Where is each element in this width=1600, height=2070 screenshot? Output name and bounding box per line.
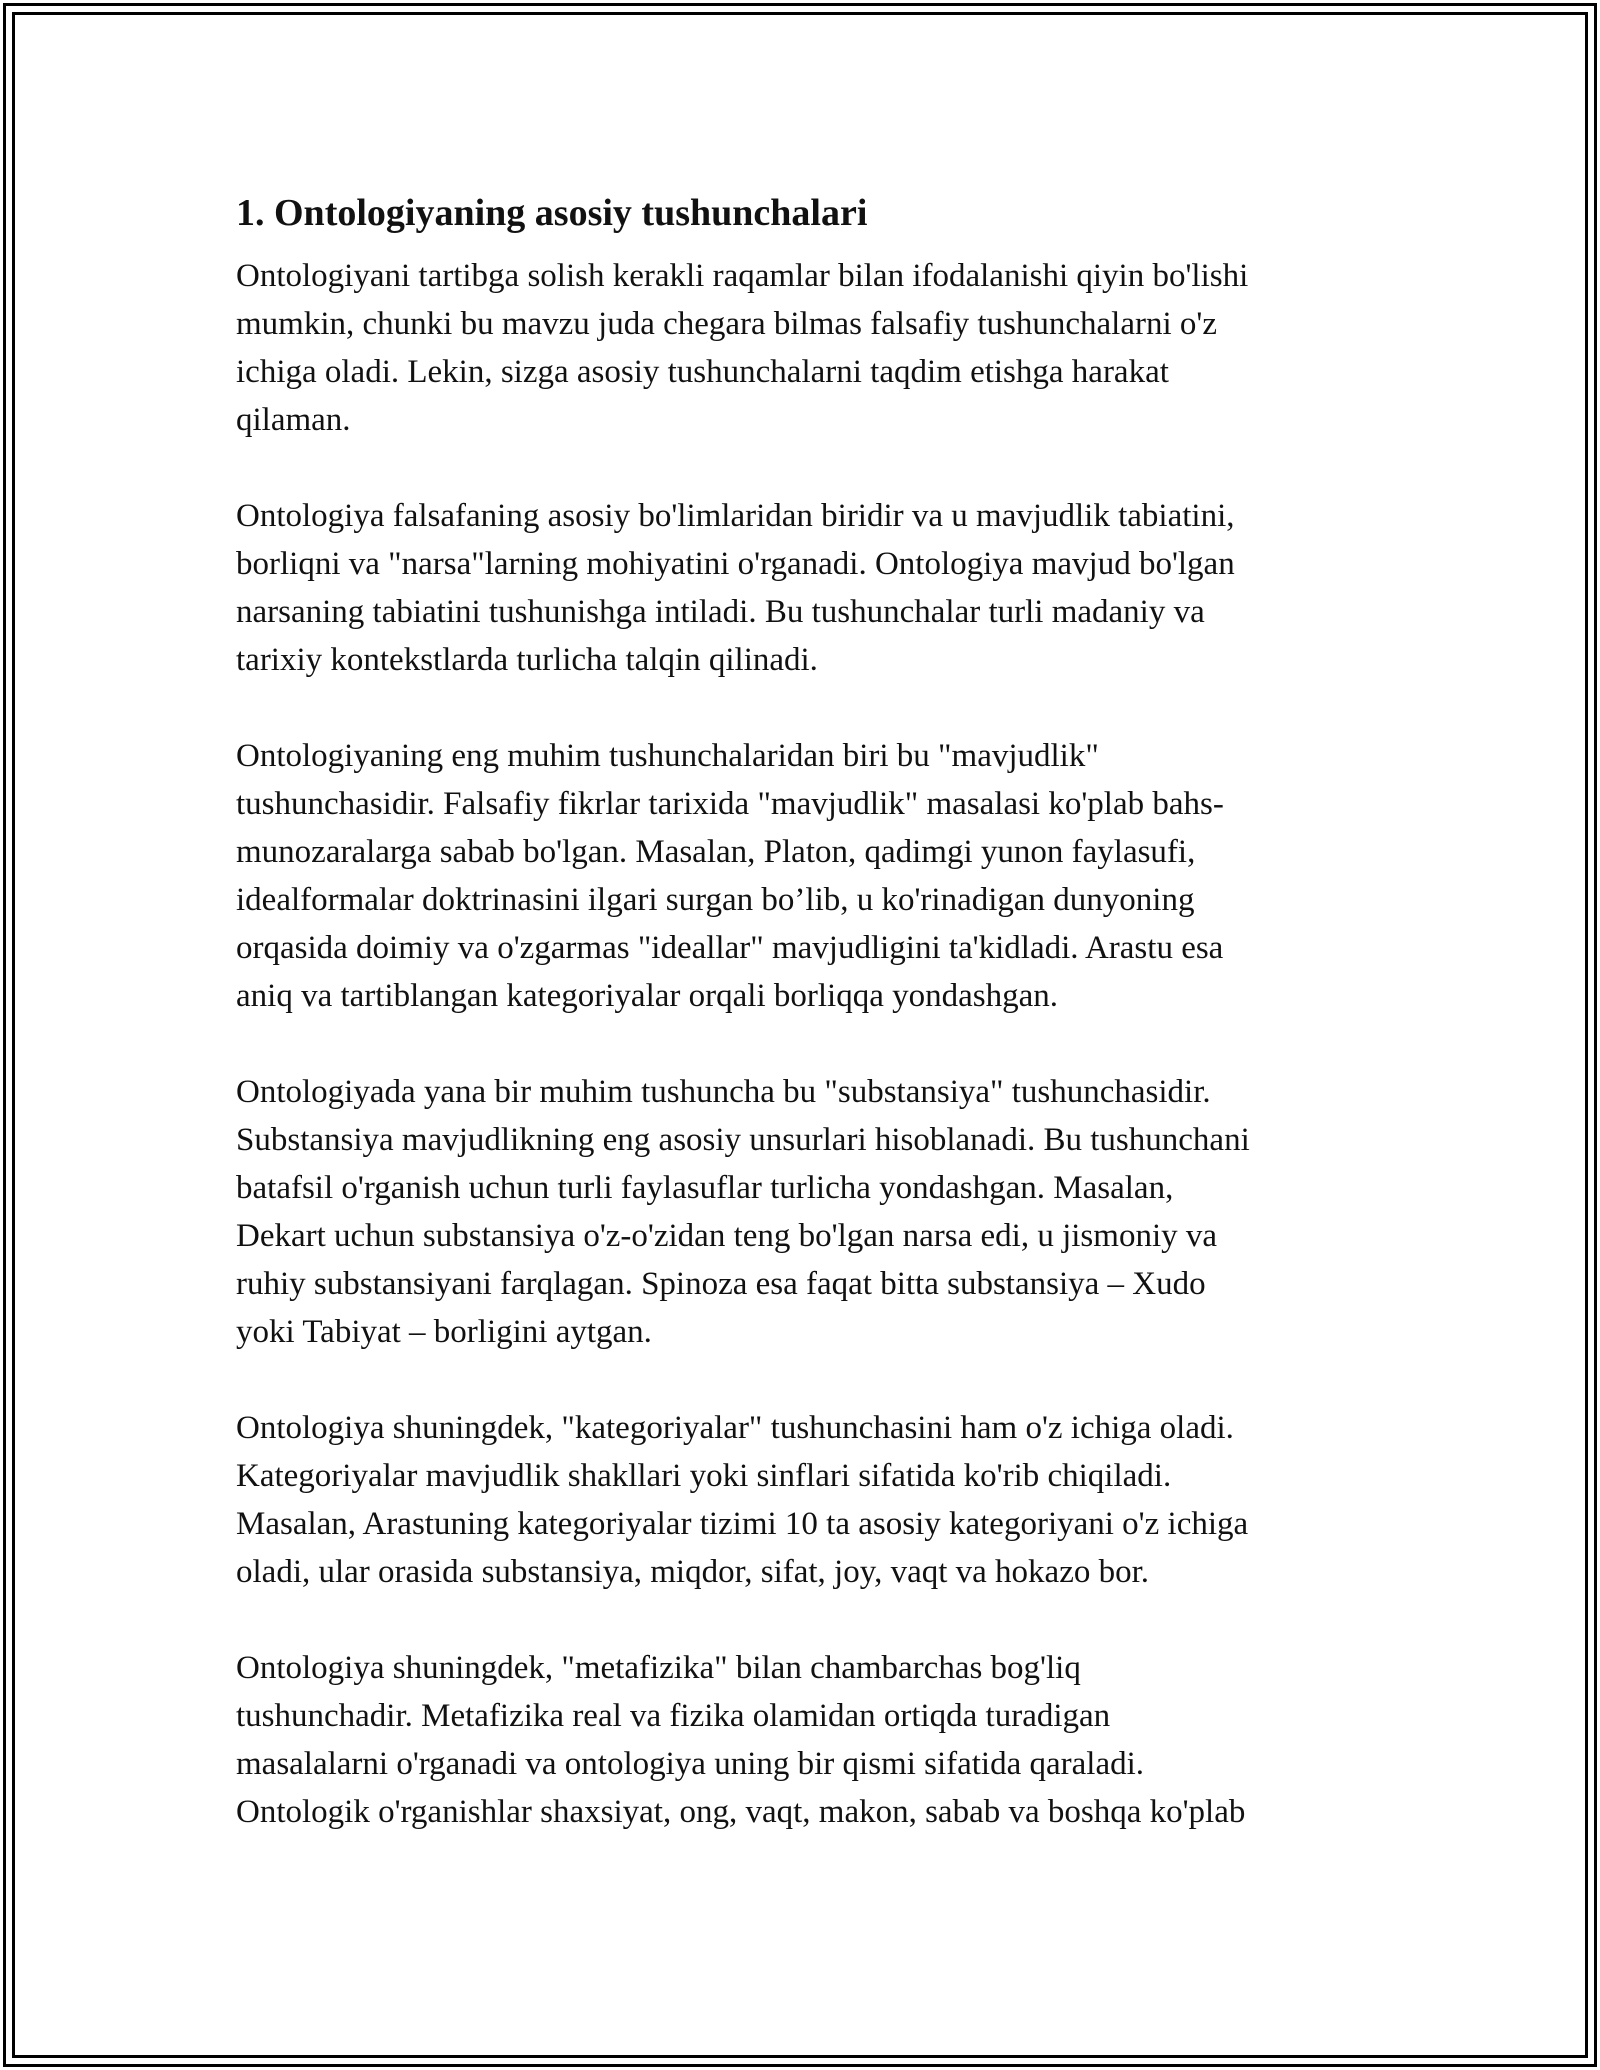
paragraph-1 (236, 252, 1366, 444)
paragraph-line: Kategoriyalar mavjudlik shakllari yoki sinflari sifatida ko'rib chiqiladi. (236, 1458, 1172, 1494)
paragraph-line: masalalarni o'rganadi va ontologiya uning bir qismi sifatida qaraladi. (236, 1746, 1145, 1782)
paragraph-line: Ontologiyani tartibga solish kerakli raqamlar bilan ifodalanishi qiyin bo'lishi (236, 258, 1249, 294)
paragraph-line: Masalan, Arastuning kategoriyalar tizimi 10 ta asosiy kategoriyani o'z ichiga (236, 1506, 1249, 1542)
paragraph-line: borliqni va "narsa"larning mohiyatini o'rganadi. Ontologiya mavjud bo'lgan (236, 546, 1235, 582)
paragraph-line: Substansiya mavjudlikning eng asosiy unsurlari hisoblanadi. Bu tushunchani (236, 1122, 1250, 1158)
paragraph-line: ruhiy substansiyani farqlagan. Spinoza esa faqat bitta substansiya – Xudo (236, 1266, 1206, 1302)
paragraph-line: Ontologiya shuningdek, "kategoriyalar" tushunchasini ham o'z ichiga oladi. (236, 1410, 1234, 1446)
paragraph-line: Ontologiya falsafaning asosiy bo'limlaridan biridir va u mavjudlik tabiatini, (236, 498, 1235, 534)
paragraph-line: tarixiy kontekstlarda turlicha talqin qilinadi. (236, 642, 818, 678)
paragraph-line: tushunchadir. Metafizika real va fizika olamidan ortiqda turadigan (236, 1698, 1111, 1734)
paragraph-line: yoki Tabiyat – borligini aytgan. (236, 1314, 652, 1350)
paragraph-line: Dekart uchun substansiya o'z-o'zidan teng bo'lgan narsa edi, u jismoniy va (236, 1218, 1218, 1254)
paragraph-3 (236, 732, 1366, 1020)
paragraph-line: ichiga oladi. Lekin, sizga asosiy tushunchalarni taqdim etishga harakat (236, 354, 1169, 390)
paragraph-line: batafsil o'rganish uchun turli faylasuflar turlicha yondashgan. Masalan, (236, 1170, 1174, 1206)
paragraph-line: qilaman. (236, 402, 351, 438)
section-heading: 1. Ontologiyaning asosiy tushunchalari (236, 192, 868, 234)
paragraph-line: narsaning tabiatini tushunishga intiladi. Bu tushunchalar turli madaniy va (236, 594, 1205, 630)
paragraph-line: munozaralarga sabab bo'lgan. Masalan, Platon, qadimgi yunon faylasufi, (236, 834, 1196, 870)
paragraph-5 (236, 1404, 1366, 1596)
paragraph-6 (236, 1644, 1366, 1836)
document-body (236, 184, 1366, 1884)
paragraph-line: aniq va tartiblangan kategoriyalar orqali borliqqa yondashgan. (236, 978, 1058, 1014)
paragraph-line: oladi, ular orasida substansiya, miqdor, sifat, joy, vaqt va hokazo bor. (236, 1554, 1150, 1590)
paragraph-4 (236, 1068, 1366, 1356)
paragraph-line: idealformalar doktrinasini ilgari surgan bo’lib, u ko'rinadigan dunyoning (236, 882, 1195, 918)
paragraph-2 (236, 492, 1366, 684)
paragraph-line: Ontologik o'rganishlar shaxsiyat, ong, vaqt, makon, sabab va boshqa ko'plab (236, 1794, 1246, 1830)
paragraph-line: Ontologiyada yana bir muhim tushuncha bu "substansiya" tushunchasidir. (236, 1074, 1211, 1110)
paragraph-line: orqasida doimiy va o'zgarmas "ideallar" mavjudligini ta'kidladi. Arastu esa (236, 930, 1224, 966)
paragraph-line: mumkin, chunki bu mavzu juda chegara bilmas falsafiy tushunchalarni o'z (236, 306, 1217, 342)
paragraph-line: tushunchasidir. Falsafiy fikrlar tarixida "mavjudlik" masalasi ko'plab bahs- (236, 786, 1224, 822)
paragraph-line: Ontologiya shuningdek, "metafizika" bilan chambarchas bog'liq (236, 1650, 1081, 1686)
paragraph-line: Ontologiyaning eng muhim tushunchalaridan biri bu "mavjudlik" (236, 738, 1099, 774)
